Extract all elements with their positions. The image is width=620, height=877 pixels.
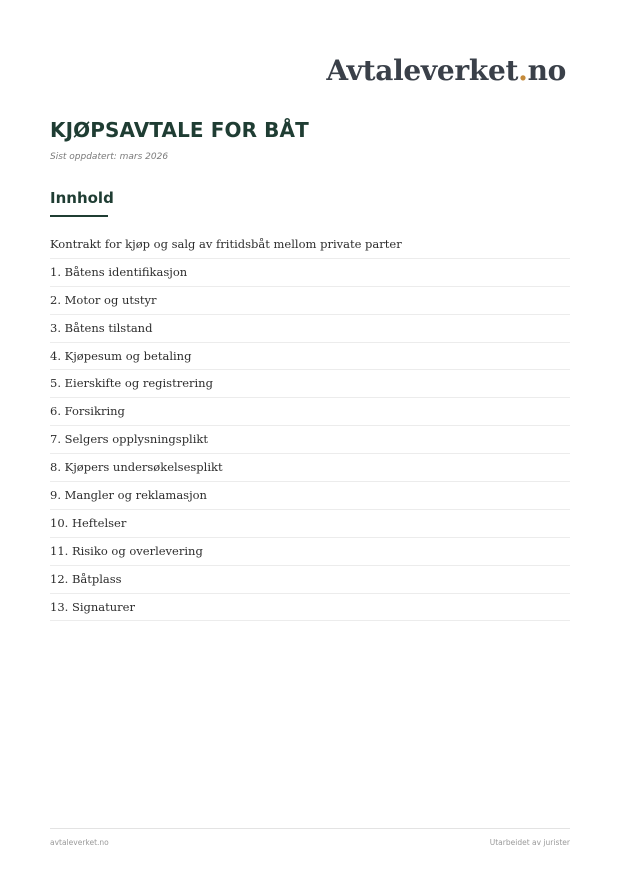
- toc-item-1[interactable]: 1. Båtens identifikasjon: [50, 259, 570, 287]
- toc-item-12[interactable]: 12. Båtplass: [50, 566, 570, 594]
- brand-tld: no: [527, 54, 566, 87]
- document-title: KJØPSAVTALE FOR BÅT: [50, 118, 309, 142]
- toc-item-8[interactable]: 8. Kjøpers undersøkelsesplikt: [50, 454, 570, 482]
- toc-heading-underline: [50, 215, 108, 217]
- last-updated-text: Sist oppdatert: mars 2026: [50, 152, 169, 162]
- footer-credit: Utarbeidet av jurister: [489, 838, 570, 847]
- toc-item-11[interactable]: 11. Risiko og overlevering: [50, 538, 570, 566]
- footer-divider: [50, 828, 570, 829]
- toc-item-2[interactable]: 2. Motor og utstyr: [50, 287, 570, 315]
- table-of-contents: [50, 231, 570, 621]
- brand-logo: [326, 52, 566, 90]
- toc-item-3[interactable]: 3. Båtens tilstand: [50, 315, 570, 343]
- toc-item-13[interactable]: 13. Signaturer: [50, 594, 570, 622]
- footer-site-url: avtaleverket.no: [50, 838, 109, 847]
- toc-item-intro[interactable]: Kontrakt for kjøp og salg av fritidsbåt mellom private parter: [50, 231, 570, 259]
- toc-item-6[interactable]: 6. Forsikring: [50, 398, 570, 426]
- toc-item-7[interactable]: 7. Selgers opplysningsplikt: [50, 426, 570, 454]
- toc-item-5[interactable]: 5. Eierskifte og registrering: [50, 370, 570, 398]
- toc-item-9[interactable]: 9. Mangler og reklamasjon: [50, 482, 570, 510]
- brand-dot: .: [518, 54, 528, 87]
- brand-name: Avtaleverket: [326, 54, 519, 87]
- toc-item-10[interactable]: 10. Heftelser: [50, 510, 570, 538]
- toc-item-4[interactable]: 4. Kjøpesum og betaling: [50, 343, 570, 371]
- toc-heading: Innhold: [50, 189, 114, 207]
